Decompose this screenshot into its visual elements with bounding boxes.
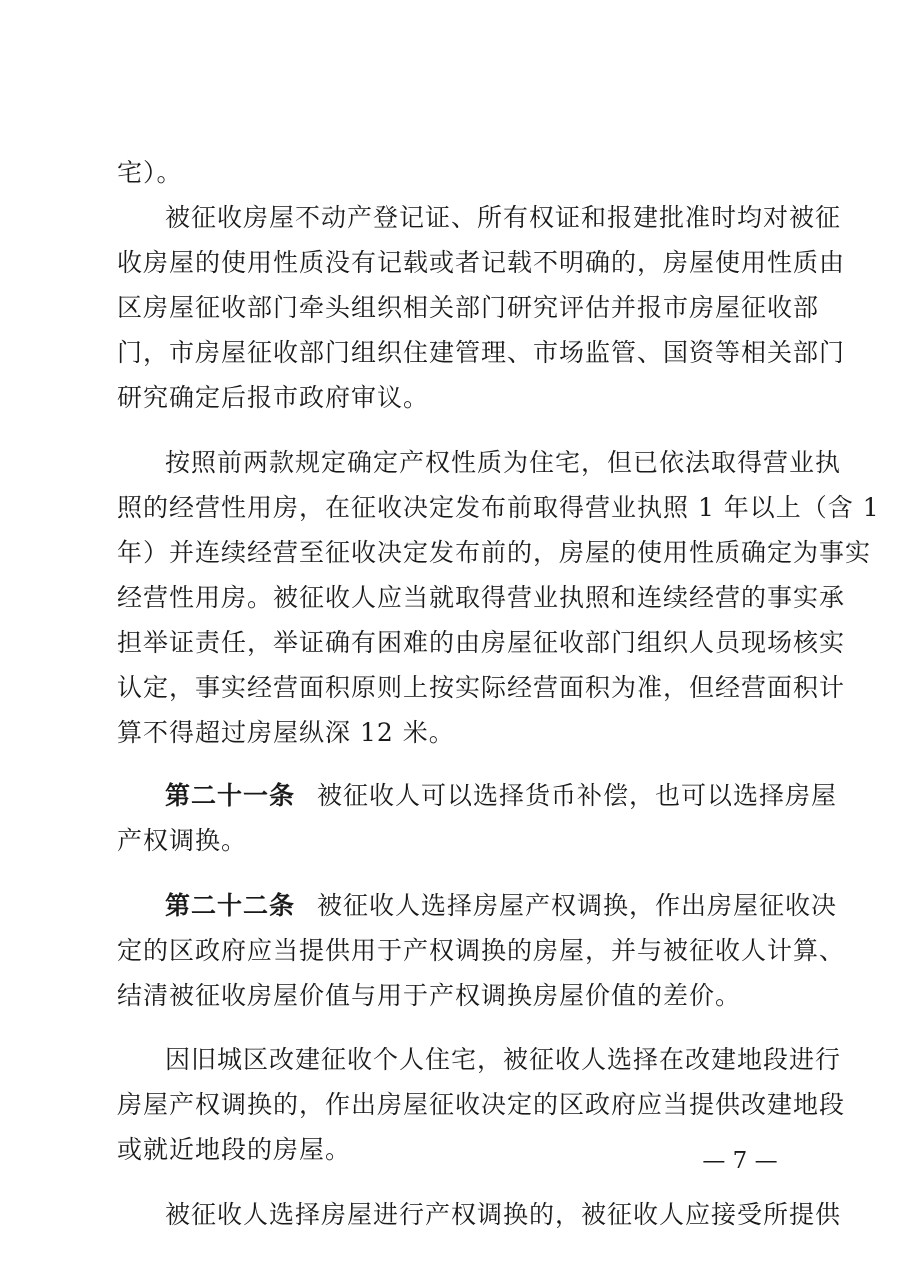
paragraph-line: 按照前两款规定确定产权性质为住宅，但已依法取得营业执 [165, 448, 842, 477]
article-21-text: 被征收人可以选择货币补偿，也可以选择房屋 [317, 781, 838, 810]
text-line: 区房屋征收部门牵头组织相关部门研究评估并报市房屋征收部 [117, 293, 820, 322]
paragraph-line: 因旧城区改建征收个人住宅，被征收人选择在改建地段进行 [165, 1045, 842, 1074]
text-line: 收房屋的使用性质没有记载或者记载不明确的，房屋使用性质由 [117, 248, 846, 277]
text-line: 认定，事实经营面积原则上按实际经营面积为准，但经营面积计 [117, 673, 846, 702]
text-line: 照的经营性用房，在征收决定发布前取得营业执照 1 年以上（含 1 [117, 493, 880, 522]
text-line: 结清被征收房屋价值与用于产权调换房屋价值的差价。 [117, 981, 742, 1010]
text-line: 产权调换。 [117, 826, 248, 855]
page-number: — 7 — [702, 1148, 778, 1174]
article-22-label: 第二十二条 [165, 891, 296, 920]
text-line: 算不得超过房屋纵深 12 米。 [117, 718, 455, 747]
text-line: 宅）。 [117, 158, 183, 187]
text-line: 年）并连续经营至征收决定发布前的，房屋的使用性质确定为事实 [117, 538, 872, 567]
text-line: 房屋产权调换的，作出房屋征收决定的区政府应当提供改建地段 [117, 1090, 846, 1119]
paragraph-line: 被征收房屋不动产登记证、所有权证和报建批准时均对被征 [165, 203, 842, 232]
article-22-text: 被征收人选择房屋产权调换，作出房屋征收决 [317, 891, 838, 920]
text-line: 定的区政府应当提供用于产权调换的房屋，并与被征收人计算、 [117, 936, 846, 965]
text-line: 研究确定后报市政府审议。 [117, 383, 430, 412]
text-line: 或就近地段的房屋。 [117, 1135, 352, 1164]
text-line: 门，市房屋征收部门组织住建管理、市场监管、国资等相关部门 [117, 338, 846, 367]
text-line: 经营性用房。被征收人应当就取得营业执照和连续经营的事实承 [117, 583, 846, 612]
article-21-line [165, 776, 838, 816]
article-21-label: 第二十一条 [165, 781, 296, 810]
paragraph-line: 被征收人选择房屋进行产权调换的，被征收人应接受所提供 [165, 1200, 842, 1229]
text-line: 担举证责任，举证确有困难的由房屋征收部门组织人员现场核实 [117, 628, 846, 657]
article-22-line [165, 886, 838, 926]
